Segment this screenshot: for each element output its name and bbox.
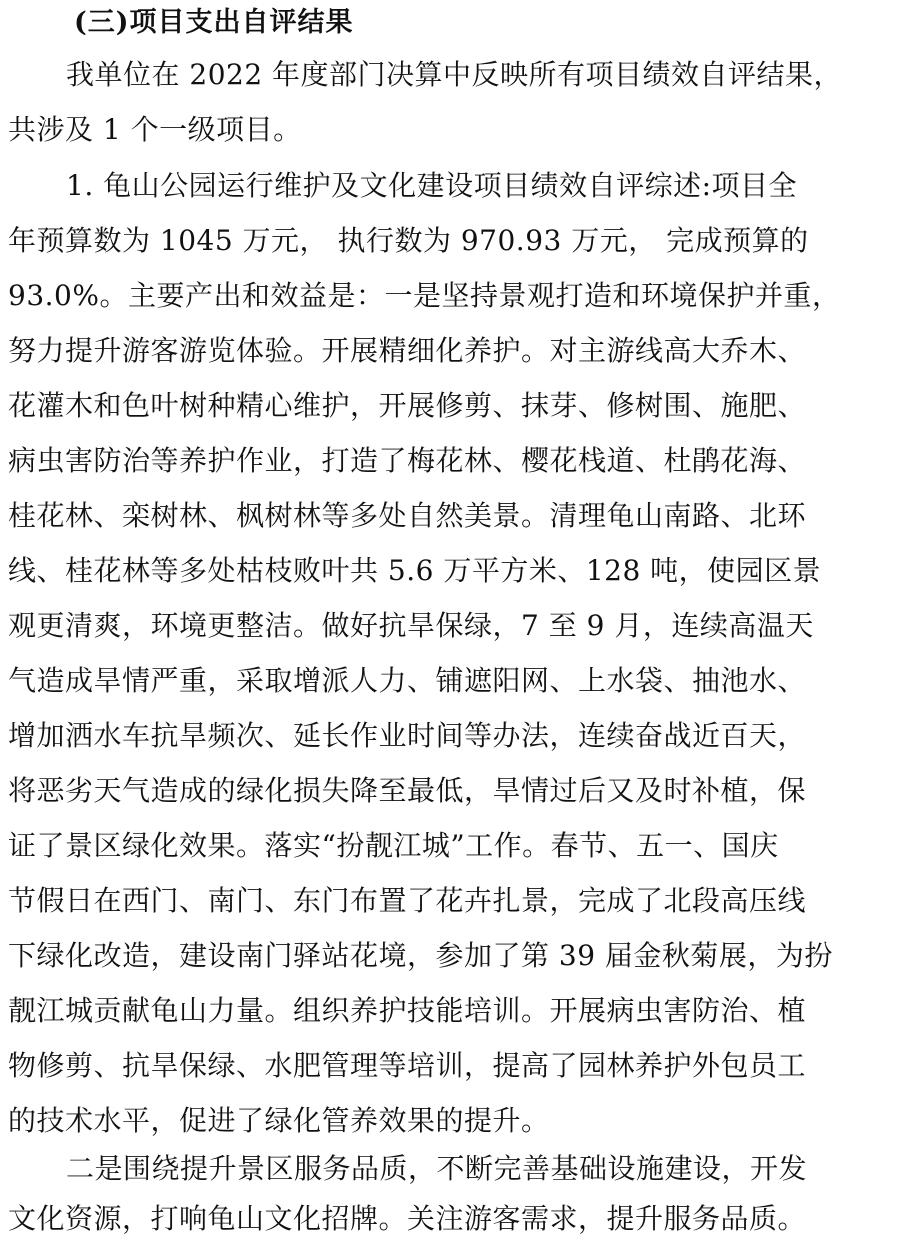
paragraph-2-line-7: 桂花林、栾树林、枫树林等多处自然美景。清理龟山南路、北环 bbox=[8, 499, 807, 532]
paragraph-2-line-5: 花灌木和色叶树种精心维护，开展修剪、抹芽、修树围、施肥、 bbox=[8, 389, 807, 422]
paragraph-2-line-14: 节假日在西门、南门、东门布置了花卉扎景，完成了北段高压线 bbox=[8, 884, 807, 917]
paragraph-2-line-9: 观更清爽，环境更整洁。做好抗旱保绿，7 至 9 月，连续高温天 bbox=[8, 609, 814, 642]
paragraph-2-line-13: 证了景区绿化效果。落实“扮靓江城”工作。春节、五一、国庆 bbox=[8, 829, 779, 862]
paragraph-1-line-1: 我单位在 2022 年度部门决算中反映所有项目绩效自评结果， bbox=[66, 58, 843, 91]
paragraph-2-line-11: 增加洒水车抗旱频次、延长作业时间等办法，连续奋战近百天， bbox=[8, 719, 807, 752]
paragraph-2-line-18: 的技术水平，促进了绿化管养效果的提升。 bbox=[8, 1104, 550, 1137]
section-heading: (三)项目支出自评结果 bbox=[74, 7, 354, 38]
paragraph-2-line-1: 1. 龟山公园运行维护及文化建设项目绩效自评综述:项目全 bbox=[66, 169, 798, 202]
paragraph-2-line-8: 线、桂花林等多处枯枝败叶共 5.6 万平方米、128 吨，使园区景 bbox=[8, 554, 822, 587]
paragraph-2-line-4: 努力提升游客游览体验。开展精细化养护。对主游线高大乔木、 bbox=[8, 334, 807, 367]
paragraph-2-line-6: 病虫害防治等养护作业，打造了梅花林、樱花栈道、杜鹃花海、 bbox=[8, 444, 807, 477]
paragraph-2-line-10: 气造成旱情严重，采取增派人力、铺遮阳网、上水袋、抽池水、 bbox=[8, 664, 807, 697]
paragraph-2-line-17: 物修剪、抗旱保绿、水肥管理等培训，提高了园林养护外包员工 bbox=[8, 1049, 807, 1082]
paragraph-2-line-2: 年预算数为 1045 万元， 执行数为 970.93 万元， 完成预算的 bbox=[8, 224, 809, 257]
paragraph-2-line-12: 将恶劣天气造成的绿化损失降至最低，旱情过后又及时补植，保 bbox=[8, 774, 807, 807]
paragraph-3-line-2: 文化资源，打响龟山文化招牌。关注游客需求，提升服务品质。 bbox=[8, 1202, 807, 1235]
paragraph-1-line-2: 共涉及 1 个一级项目。 bbox=[8, 113, 302, 146]
paragraph-2-line-16: 靓江城贡献龟山力量。组织养护技能培训。开展病虫害防治、植 bbox=[8, 994, 807, 1027]
paragraph-2-line-3: 93.0%。主要产出和效益是：一是坚持景观打造和环境保护并重， bbox=[8, 279, 841, 312]
paragraph-2-line-15: 下绿化改造，建设南门驿站花境，参加了第 39 届金秋菊展，为扮 bbox=[8, 939, 833, 972]
paragraph-3-line-1: 二是围绕提升景区服务品质，不断完善基础设施建设，开发 bbox=[66, 1152, 808, 1185]
